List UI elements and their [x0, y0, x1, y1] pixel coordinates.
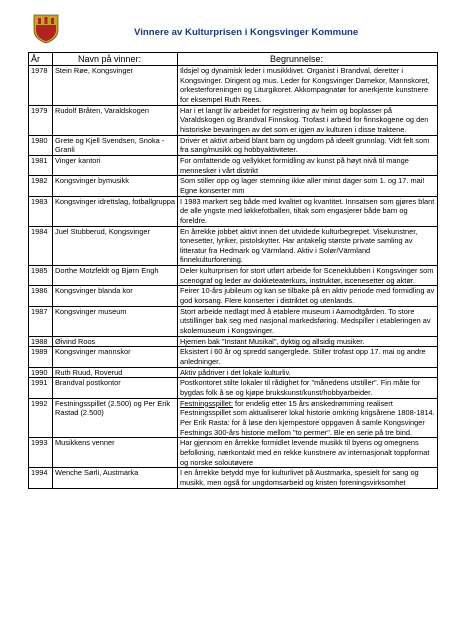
reason-text: for endelig etter 15 års ønskedrømming realisert Festningsspillet som aktualiserer lokal historie omkring krigsårene 1808-1814. Per Erik Rasta: for å løse den kjempestore oppgaven å samle Kongsvinger Festnings 300-års historie mellom "to permer". Ble en serie på tre bind.	[180, 398, 435, 437]
table-row	[29, 468, 438, 488]
winner-cell: Wenche Sørli, Austmarka	[53, 468, 178, 488]
winner-cell: Grete og Kjell Svendsen, Snoka - Granli	[53, 135, 178, 155]
year-cell: 1983	[29, 196, 53, 226]
table-row	[29, 135, 438, 155]
table-header-row	[29, 53, 438, 66]
year-cell: 1982	[29, 176, 53, 196]
reason-cell: Stort arbeide nedlagt med å etablere museum i Aamodtgården. To store utstillinger bak seg med nasjonal markedsføring. Medspiller i etableringen av skolemuseum i Kongsvinger.	[178, 306, 438, 336]
year-cell: 1978	[29, 66, 53, 106]
year-cell: 1988	[29, 336, 53, 347]
table-row	[29, 176, 438, 196]
reason-cell: Deler kulturprisen for stort utført arbeide for Sceneklubben i Kongsvinger som scenograf og leder av dokketeaterkurs, instruktør, iscenesetter og aktør.	[178, 266, 438, 286]
table-row	[29, 266, 438, 286]
reason-cell: Eksistert i 60 år og spredd sangerglede. Stiller trofast opp 17. mai og andre anledninger.	[178, 347, 438, 367]
reason-cell: Feirer 10-års jubileum og kan se tilbake på en aktiv periode med formidling av god korsang. Flere konserter i distriktet og utenlands.	[178, 286, 438, 306]
winner-cell: Kongsvinger blanda kor	[53, 286, 178, 306]
winner-cell: Musikkens venner	[53, 438, 178, 468]
winner-cell: Øivind Roos	[53, 336, 178, 347]
reason-cell: En årrekke jobbet aktivt innen det utvidede kulturbegrepet. Visekunstner, tonesetter, lyriker, pistolskytter. Har antakelig største private samling av litteratur fra Hedmark og Värmland. Aktiv i Solør/Värmland finnekulturforening.	[178, 226, 438, 266]
reason-cell: Har i et langt liv arbeidet for registrering av heim og boplasser på Varaldskogen og Brandval Finnskog. Trofast i arbeid for finnskogene og den historiske bevaringen av det som er igjen av kulturen i disse traktene.	[178, 105, 438, 135]
table-row	[29, 286, 438, 306]
table-row	[29, 438, 438, 468]
column-header-year: År	[29, 53, 53, 66]
reason-cell: Driver et aktivt arbeid blant barn og ungdom på ideelt grunnlag. Vidt felt som fra sang/musikk og hobbyaktiviteter.	[178, 135, 438, 155]
table-row	[29, 336, 438, 347]
table-row	[29, 155, 438, 175]
winner-cell: Stein Røe, Kongsvinger	[53, 66, 178, 106]
reason-cell: I en årrekke betydd mye for kulturlivet på Austmarka, spesielt for sang og musikk, men også for ungdomsarbeid og kristen foreningsvirksomhet	[178, 468, 438, 488]
year-cell: 1994	[29, 468, 53, 488]
reason-cell: For omfattende og vellykket formidling av kunst på høyt nivå til mange mennesker i vårt distrikt	[178, 155, 438, 175]
winner-cell: Brandval postkontor	[53, 378, 178, 398]
prize-winners-table	[28, 52, 438, 489]
reason-cell: Som stiller opp og lager stemning ikke aller minst dager som 1. og 17. mai! Egne konserter mm	[178, 176, 438, 196]
column-header-reason: Begrunnelse:	[178, 53, 438, 66]
year-cell: 1984	[29, 226, 53, 266]
year-cell: 1979	[29, 105, 53, 135]
year-cell: 1981	[29, 155, 53, 175]
winner-cell: Kongsvinger museum	[53, 306, 178, 336]
winner-cell: Kongsvinger mannskor	[53, 347, 178, 367]
reason-cell: Aktiv pådriver i det lokale kulturliv.	[178, 367, 438, 378]
year-cell: 1986	[29, 286, 53, 306]
winner-cell: Dorthe Motzfeldt og Bjørn Engh	[53, 266, 178, 286]
year-cell: 1987	[29, 306, 53, 336]
year-cell: 1985	[29, 266, 53, 286]
winner-cell: Kongsvinger bymusikk	[53, 176, 178, 196]
table-row	[29, 196, 438, 226]
table-row	[29, 105, 438, 135]
year-cell: 1993	[29, 438, 53, 468]
table-row	[29, 367, 438, 378]
reason-cell: I 1983 markert seg både med kvalitet og kvantitet. Innsatsen som gjøres blant de alle yngste med løkkefotballen, tiltak som engasjerer både barn og foreldre.	[178, 196, 438, 226]
reason-cell: Har gjennom en årrekke formidlet levende musikk til byens og omegnens befolkning, nærkontakt med en rekke kunstnere av internasjonalt toppformat og norske solout​øvere	[178, 438, 438, 468]
year-cell: 1980	[29, 135, 53, 155]
table-row	[29, 306, 438, 336]
year-cell: 1991	[29, 378, 53, 398]
reason-underlined-label: Festningsspillet:	[180, 398, 233, 408]
winner-cell: Ruth Ruud, Roverud	[53, 367, 178, 378]
reason-cell: Postkontoret stilte lokaler til rådighet for "månedens utstiller". Fin måte for bygdas folk å se og kjøpe brukskunst/kunst/hobbyarbeider.	[178, 378, 438, 398]
table-row	[29, 398, 438, 438]
table-row	[29, 378, 438, 398]
year-cell: 1990	[29, 367, 53, 378]
kongsvinger-coat-of-arms-icon	[33, 14, 59, 44]
table-row	[29, 66, 438, 106]
winner-cell: Kongsvinger idrettslag, fotballgruppa	[53, 196, 178, 226]
page-title: Vinnere av Kulturprisen i Kongsvinger Kommune	[134, 27, 359, 38]
winner-cell: Rudolf Bråten, Varaldskogen	[53, 105, 178, 135]
winner-cell: Juel Stubberud, Kongsvinger	[53, 226, 178, 266]
column-header-name: Navn på vinner:	[53, 53, 178, 66]
year-cell: 1989	[29, 347, 53, 367]
table-row	[29, 226, 438, 266]
reason-cell: Hjernen bak "Instant Musikal", dyktig og allsidig musiker.	[178, 336, 438, 347]
year-cell: 1992	[29, 398, 53, 438]
reason-cell: Ildsjel og dynamisk leder i musikklivet. Organist i Brandval, deretter i Kongsvinger. Dirigent og mus. Leder for Kongsvinger Damekor, Mannskoret, orkesterforeningen og Liturgikoret. Akkompagnatør for anerkjente kunstnere for eksempel Ruth Rees.	[178, 66, 438, 106]
reason-cell	[178, 398, 438, 438]
winner-cell: Vinger kantori	[53, 155, 178, 175]
table-row	[29, 347, 438, 367]
winner-cell: Festningsspillet (2.500) og Per Erik Rastad (2.500)	[53, 398, 178, 438]
